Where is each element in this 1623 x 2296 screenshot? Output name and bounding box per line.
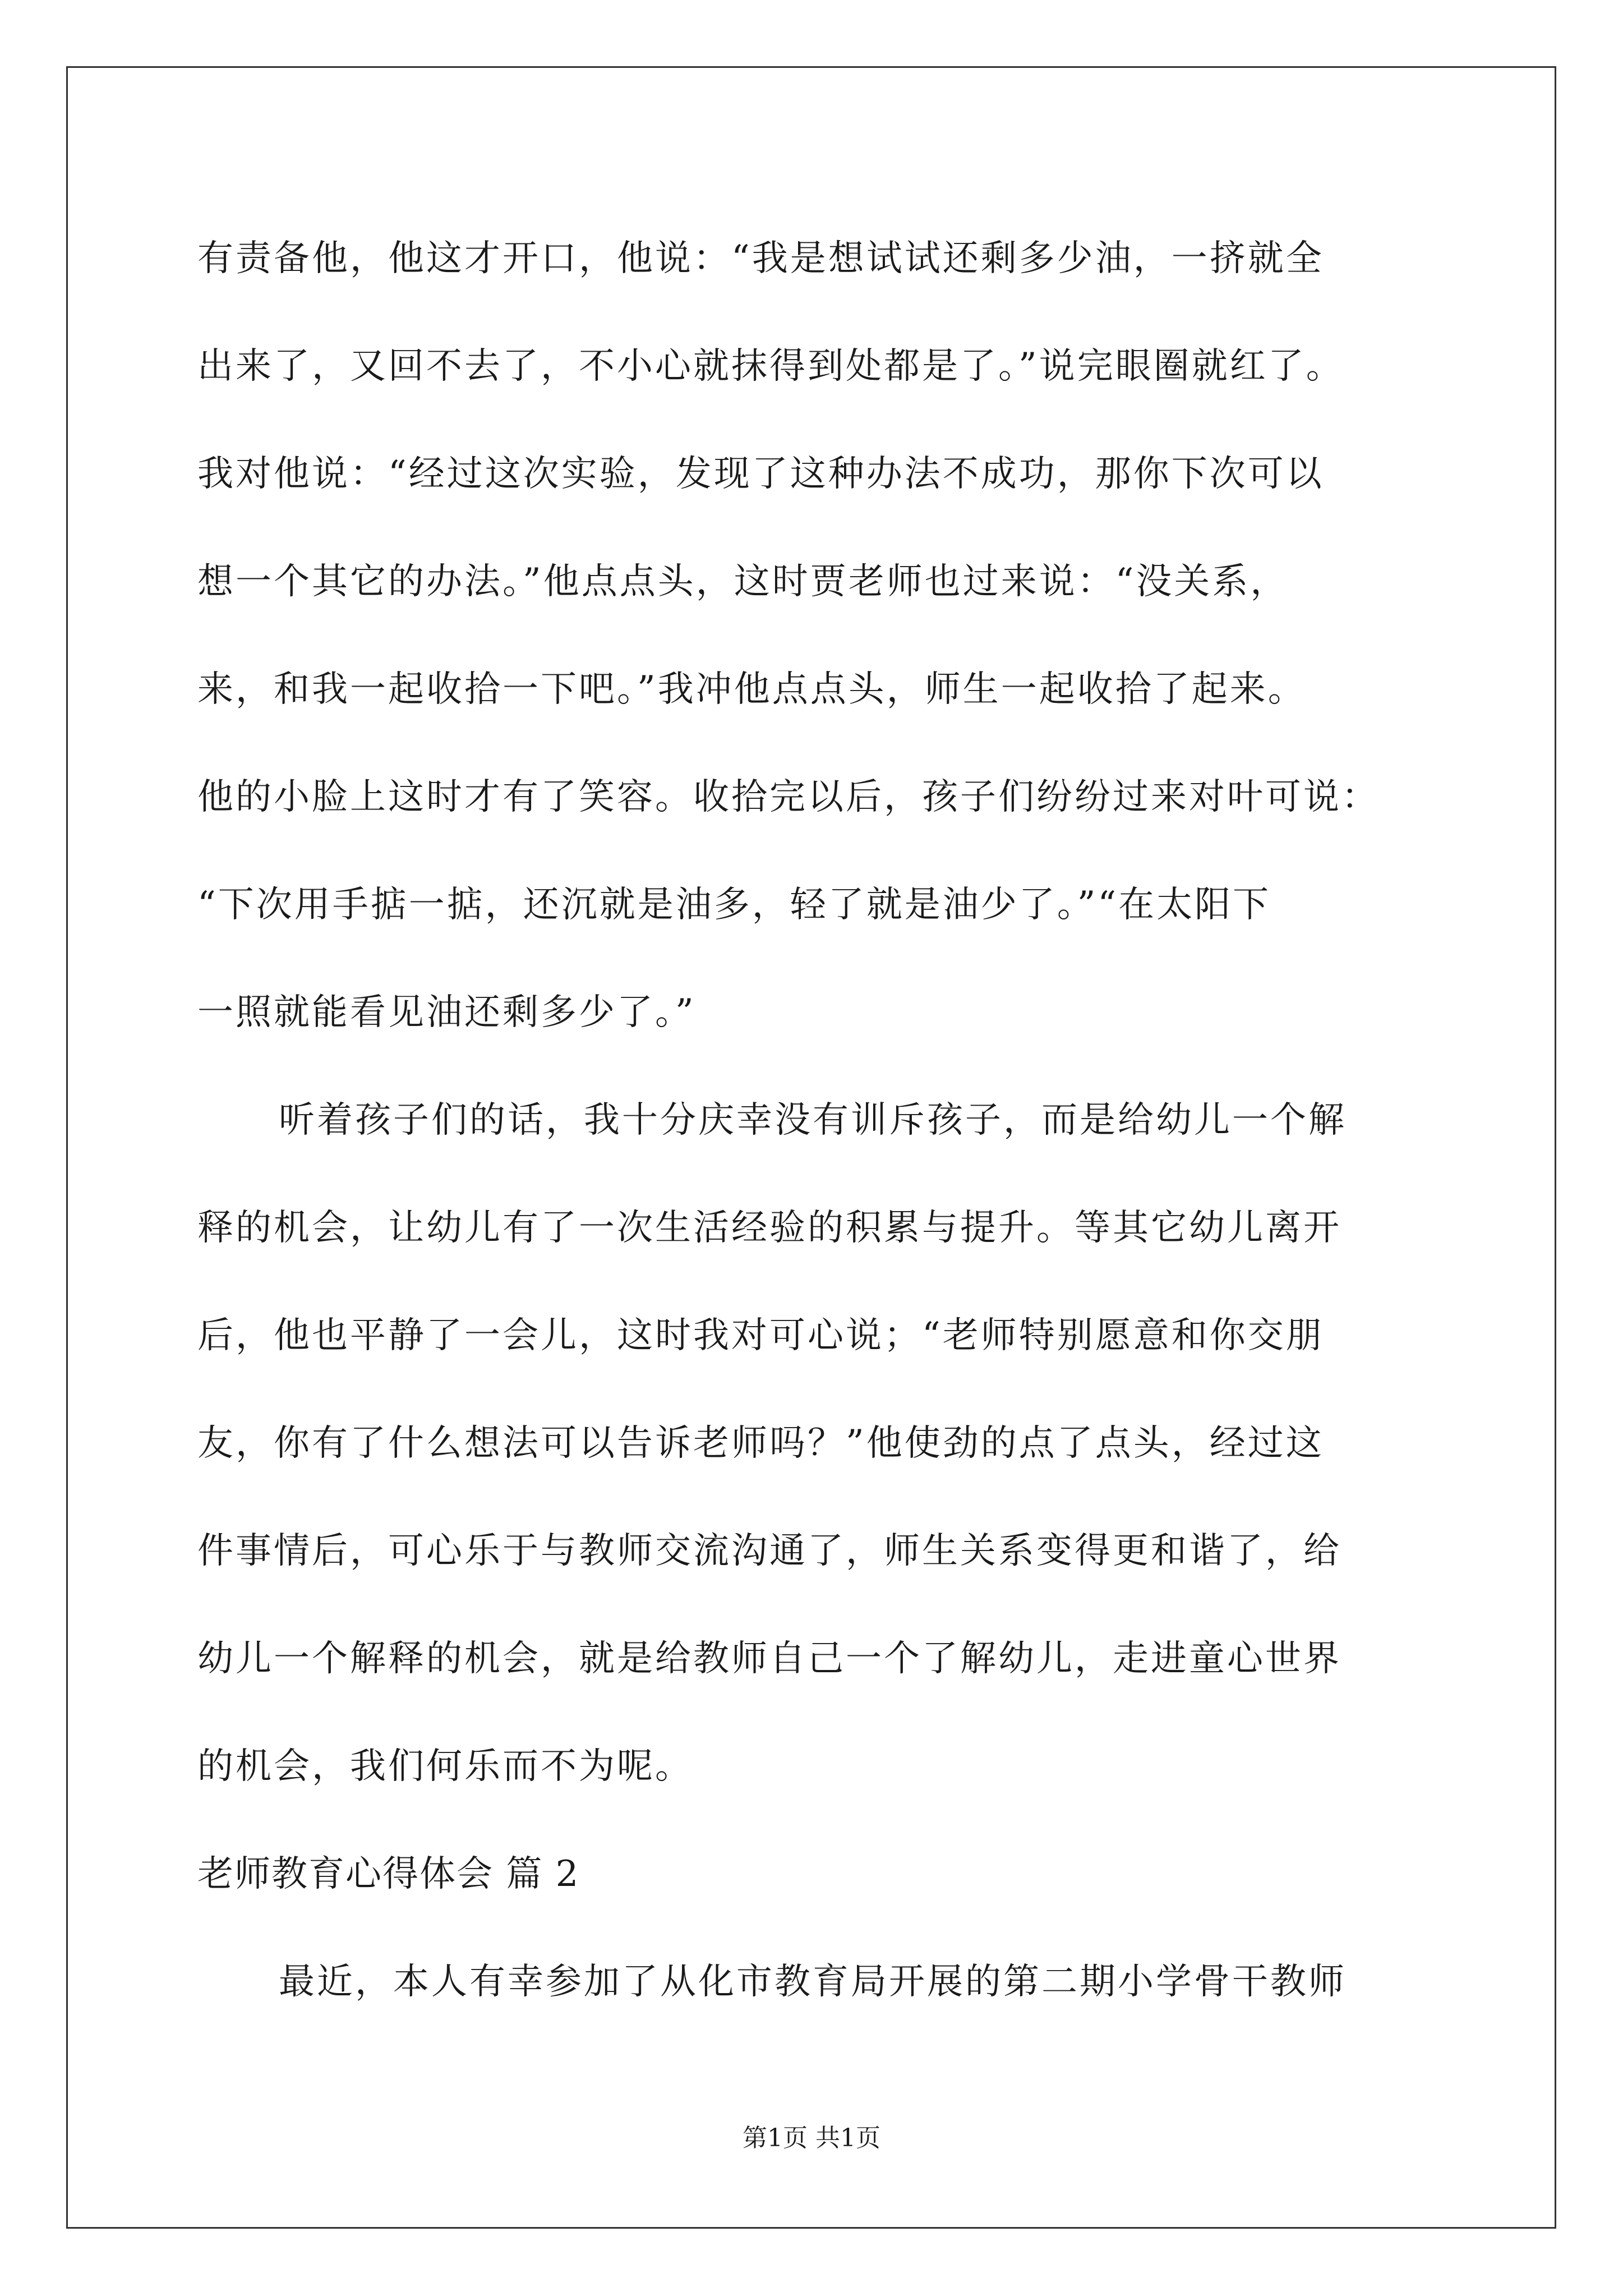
paragraph-2-line: 后，他也平静了一会儿，这时我对可心说；“老师特别愿意和你交朋 xyxy=(197,1315,1324,1356)
paragraph-2-line: 听着孩子们的话，我十分庆幸没有训斥孩子，而是给幼儿一个解 xyxy=(279,1099,1347,1141)
page-footer: 第1页 共1页 xyxy=(743,2124,880,2152)
document-body xyxy=(197,205,1442,2036)
paragraph-1-line: 他的小脸上这时才有了笑容。收拾完以后，孩子们纷纷过来对叶可说： xyxy=(197,776,1380,818)
paragraph-2-line: 幼儿一个解释的机会，就是给教师自己一个了解幼儿，走进童心世界 xyxy=(197,1638,1341,1680)
paragraph-1-line: 一照就能看见油还剩多少了。” xyxy=(197,992,696,1033)
paragraph-2-line: 释的机会，让幼儿有了一次生活经验的积累与提升。等其它幼儿离开 xyxy=(197,1207,1341,1249)
paragraph-1-line: 有责备他，他这才开口，他说：“我是想试试还剩多少油，一挤就全 xyxy=(197,238,1324,279)
paragraph-1-line: 出来了，又回不去了，不小心就抹得到处都是了。”说完眼圈就红了。 xyxy=(197,346,1344,387)
paragraph-1-line: “下次用手掂一掂，还沉就是油多，轻了就是油少了。”“在太阳下 xyxy=(197,884,1271,926)
section-heading: 老师教育心得体会 篇 2 xyxy=(197,1853,580,1895)
paragraph-1-line: 想一个其它的办法。”他点点头，这时贾老师也过来说：“没关系， xyxy=(197,561,1289,602)
paragraph-2-line: 件事情后，可心乐于与教师交流沟通了，师生关系变得更和谐了，给 xyxy=(197,1530,1341,1572)
paragraph-3-line: 最近，本人有幸参加了从化市教育局开展的第二期小学骨干教师 xyxy=(279,1961,1347,2003)
paragraph-2-line: 的机会，我们何乐而不为呢。 xyxy=(197,1746,693,1787)
paragraph-1-line: 来，和我一起收拾一下吧。”我冲他点点头，师生一起收拾了起来。 xyxy=(197,669,1306,710)
paragraph-1-line: 我对他说：“经过这次实验，发现了这种办法不成功，那你下次可以 xyxy=(197,453,1324,495)
paragraph-2-line: 友，你有了什么想法可以告诉老师吗？”他使劲的点了点头，经过这 xyxy=(197,1423,1324,1464)
